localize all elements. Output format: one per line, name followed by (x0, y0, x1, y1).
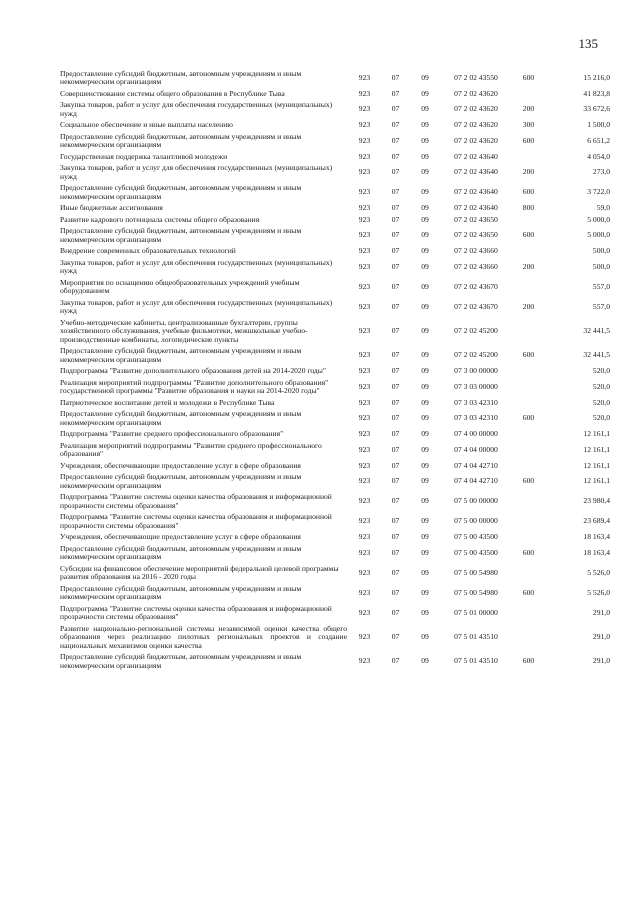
table-row (60, 377, 610, 397)
ministry-code: 923 (358, 261, 371, 271)
expense-type-code (511, 246, 546, 258)
section-code: 07 (391, 135, 400, 145)
expense-type-code: 800 (522, 203, 535, 212)
section-code: 07 (391, 120, 400, 129)
section-code: 07 (391, 381, 400, 391)
amount: 12 161,1 (583, 444, 610, 454)
amount: 291,0 (592, 607, 610, 617)
subsection-code: 09 (421, 350, 429, 360)
expense-name: Подпрограмма "Развитие среднего профессионального образования" (60, 429, 284, 438)
section-code: 07 (391, 632, 400, 641)
section-code: 07 (391, 214, 400, 224)
target-article-code: 07 3 03 00000 (454, 381, 498, 391)
ministry-code: 923 (358, 151, 371, 161)
expense-type-code: 600 (522, 350, 535, 360)
expense-name: Предоставление субсидий бюджетным, автономным учреждениям и иным некоммерческим организациям (60, 409, 302, 427)
section-code: 07 (391, 72, 400, 82)
ministry-code: 923 (358, 632, 371, 641)
section-code: 07 (391, 547, 400, 557)
expense-name: Внедрение современных образовательных технологий (60, 246, 236, 255)
amount: 557,0 (592, 281, 610, 291)
expense-name: Предоставление субсидий бюджетным, автономным учреждениям и иным некоммерческим организациям (60, 183, 302, 201)
expense-type-code (511, 563, 546, 583)
target-article-code: 07 2 02 43640 (454, 151, 498, 161)
target-article-code: 07 2 02 43640 (454, 187, 498, 197)
section-code: 07 (391, 607, 400, 617)
target-article-code: 07 2 02 43620 (454, 120, 498, 129)
ministry-code: 923 (358, 460, 371, 470)
expense-name: Учреждения, обеспечивающие предоставление услуг в сфере образования (60, 532, 301, 541)
expense-type-code (511, 603, 546, 623)
subsection-code: 09 (421, 381, 429, 391)
expense-type-code (511, 397, 546, 409)
expense-name: Реализация мероприятий подпрограммы "Развитие среднего профессионального образования" (60, 440, 322, 458)
subsection-code: 09 (421, 301, 429, 311)
ministry-code: 923 (358, 366, 371, 375)
expense-type-code (511, 88, 546, 100)
subsection-code: 09 (421, 246, 429, 255)
subsection-code: 09 (421, 460, 429, 470)
expense-type-code (511, 277, 546, 297)
ministry-code: 923 (358, 167, 371, 177)
expense-name: Подпрограмма "Развитие системы оценки качества образования и информационной прозрачности системы образования" (60, 512, 332, 530)
amount: 23 689,4 (583, 516, 610, 526)
expense-type-code (511, 366, 546, 378)
amount: 520,0 (592, 397, 610, 407)
amount: 32 441,5 (583, 350, 610, 360)
target-article-code: 07 2 02 43640 (454, 203, 498, 212)
target-article-code: 07 2 02 43620 (454, 104, 498, 114)
subsection-code: 09 (421, 187, 429, 197)
section-code: 07 (391, 246, 400, 255)
ministry-code: 923 (358, 444, 371, 454)
expense-type-code: 600 (522, 413, 535, 423)
target-article-code: 07 2 02 43660 (454, 261, 498, 271)
ministry-code: 923 (358, 397, 371, 407)
table-row (60, 257, 610, 277)
target-article-code: 07 5 00 43500 (454, 547, 498, 557)
table-row (60, 472, 610, 492)
amount: 12 161,1 (583, 429, 610, 438)
amount: 59,0 (596, 203, 610, 212)
table-row (60, 440, 610, 460)
section-code: 07 (391, 587, 400, 597)
table-row (60, 563, 610, 583)
target-article-code: 07 4 04 42710 (454, 476, 498, 486)
subsection-code: 09 (421, 547, 429, 557)
amount: 1 500,0 (587, 120, 610, 129)
table-row (60, 183, 610, 203)
expense-name: Развитие кадрового потенциала системы общего образования (60, 214, 260, 224)
table-row (60, 277, 610, 297)
expense-type-code: 600 (522, 656, 535, 666)
amount: 32 441,5 (583, 326, 610, 335)
ministry-code: 923 (358, 656, 371, 666)
budget-table (60, 68, 610, 672)
section-code: 07 (391, 496, 400, 506)
expense-name: Социальное обеспечение и иные выплаты населению (60, 120, 233, 129)
ministry-code: 923 (358, 104, 371, 114)
ministry-code: 923 (358, 429, 371, 438)
amount: 291,0 (592, 632, 610, 641)
target-article-code: 07 2 02 43660 (454, 246, 498, 255)
table-row (60, 226, 610, 246)
subsection-code: 09 (421, 567, 429, 577)
expense-name: Иные бюджетные ассигнования (60, 203, 163, 212)
expense-type-code (511, 512, 546, 532)
expense-name: Патриотическое воспитание детей и молодежи в Республике Тыва (60, 397, 275, 407)
table-row (60, 203, 610, 215)
section-code: 07 (391, 567, 400, 577)
section-code: 07 (391, 88, 400, 98)
expense-type-code: 600 (522, 476, 535, 486)
amount: 12 161,1 (583, 476, 610, 486)
subsection-code: 09 (421, 88, 429, 98)
amount: 3 722,0 (587, 187, 610, 197)
target-article-code: 07 4 00 00000 (454, 429, 498, 438)
target-article-code: 07 2 02 43640 (454, 167, 498, 177)
amount: 12 161,1 (583, 460, 610, 470)
section-code: 07 (391, 326, 400, 335)
ministry-code: 923 (358, 214, 371, 224)
table-row (60, 317, 610, 346)
target-article-code: 07 2 02 43650 (454, 230, 498, 240)
section-code: 07 (391, 444, 400, 454)
table-row (60, 512, 610, 532)
amount: 15 216,0 (583, 72, 610, 82)
subsection-code: 09 (421, 214, 429, 224)
table-row (60, 346, 610, 366)
expense-type-code (511, 429, 546, 441)
budget-table-body (60, 68, 610, 672)
expense-type-code: 600 (522, 135, 535, 145)
amount: 18 163,4 (583, 547, 610, 557)
target-article-code: 07 3 03 42310 (454, 413, 498, 423)
table-row (60, 151, 610, 163)
section-code: 07 (391, 516, 400, 526)
subsection-code: 09 (421, 413, 429, 423)
target-article-code: 07 2 02 43550 (454, 72, 498, 82)
expense-type-code (511, 460, 546, 472)
subsection-code: 09 (421, 429, 429, 438)
amount: 520,0 (592, 366, 610, 375)
section-code: 07 (391, 151, 400, 161)
ministry-code: 923 (358, 301, 371, 311)
subsection-code: 09 (421, 632, 429, 641)
target-article-code: 07 5 00 00000 (454, 516, 498, 526)
section-code: 07 (391, 460, 400, 470)
ministry-code: 923 (358, 135, 371, 145)
target-article-code: 07 2 02 43620 (454, 135, 498, 145)
expense-name: Предоставление субсидий бюджетным, автономным учреждениям и иным некоммерческим организациям (60, 652, 302, 670)
expense-name: Подпрограмма "Развитие системы оценки качества образования и информационной прозрачности системы образования" (60, 492, 332, 510)
section-code: 07 (391, 397, 400, 407)
expense-name: Совершенствование системы общего образования в Республике Тыва (60, 88, 285, 98)
target-article-code: 07 2 02 43650 (454, 214, 498, 224)
expense-type-code: 200 (522, 167, 535, 177)
table-row (60, 652, 610, 672)
amount: 557,0 (592, 301, 610, 311)
subsection-code: 09 (421, 476, 429, 486)
ministry-code: 923 (358, 326, 371, 335)
ministry-code: 923 (358, 587, 371, 597)
expense-name: Предоставление субсидий бюджетным, автономным учреждениям и иным некоммерческим организациям (60, 131, 302, 149)
expense-name: Реализация мероприятий подпрограммы "Развитие дополнительного образования" государственной программы "Развитие образования и науки на 2014-2020 годы" (60, 377, 329, 395)
expense-name: Предоставление субсидий бюджетным, автономным учреждениям и иным некоммерческим организациям (60, 472, 302, 490)
expense-name: Предоставление субсидий бюджетным, автономным учреждениям и иным некоммерческим организациям (60, 68, 302, 86)
table-row (60, 429, 610, 441)
expense-name: Подпрограмма "Развитие дополнительного образования детей на 2014-2020 годы" (60, 366, 326, 375)
subsection-code: 09 (421, 366, 429, 375)
target-article-code: 07 5 00 54980 (454, 587, 498, 597)
subsection-code: 09 (421, 532, 429, 541)
ministry-code: 923 (358, 281, 371, 291)
ministry-code: 923 (358, 532, 371, 541)
section-code: 07 (391, 413, 400, 423)
table-row (60, 583, 610, 603)
table-row (60, 623, 610, 652)
amount: 500,0 (592, 261, 610, 271)
subsection-code: 09 (421, 496, 429, 506)
expense-name: Мероприятия по оснащению общеобразовательных учреждений учебным оборудованием (60, 277, 300, 295)
expense-name: Предоставление субсидий бюджетным, автономным учреждениям и иным некоммерческим организациям (60, 543, 302, 561)
subsection-code: 09 (421, 516, 429, 526)
expense-type-code: 200 (522, 301, 535, 311)
expense-name: Закупка товаров, работ и услуг для обеспечения государственных (муниципальных) нужд (60, 297, 333, 315)
subsection-code: 09 (421, 167, 429, 177)
expense-name: Подпрограмма "Развитие системы оценки качества образования и информационной прозрачности системы образования" (60, 603, 332, 621)
amount: 5 000,0 (587, 230, 610, 240)
expense-type-code: 600 (522, 547, 535, 557)
ministry-code: 923 (358, 120, 371, 129)
amount: 5 526,0 (587, 567, 610, 577)
target-article-code: 07 3 00 00000 (454, 366, 498, 375)
amount: 4 054,0 (587, 151, 610, 161)
expense-name: Субсидии на финансовое обеспечение мероприятий федеральной целевой программы развития образования на 2016 - 2020 годы (60, 563, 339, 581)
ministry-code: 923 (358, 72, 371, 82)
table-row (60, 88, 610, 100)
amount: 273,0 (592, 167, 610, 177)
expense-type-code: 600 (522, 72, 535, 82)
subsection-code: 09 (421, 72, 429, 82)
table-row (60, 246, 610, 258)
table-row (60, 297, 610, 317)
ministry-code: 923 (358, 203, 371, 212)
table-row (60, 120, 610, 132)
subsection-code: 09 (421, 656, 429, 666)
expense-name: Учебно-методические кабинеты, централизованные бухгалтерии, группы хозяйственного обслуживания, учебные фильмотеки, межшкольные учебно-производственные комбинаты, логопедические пункты (60, 317, 308, 344)
section-code: 07 (391, 281, 400, 291)
ministry-code: 923 (358, 607, 371, 617)
expense-type-code (511, 532, 546, 544)
table-row (60, 603, 610, 623)
target-article-code: 07 2 02 45200 (454, 326, 498, 335)
target-article-code: 07 5 00 00000 (454, 496, 498, 506)
subsection-code: 09 (421, 104, 429, 114)
expense-type-code (511, 623, 546, 652)
section-code: 07 (391, 429, 400, 438)
subsection-code: 09 (421, 607, 429, 617)
amount: 5 000,0 (587, 214, 610, 224)
ministry-code: 923 (358, 476, 371, 486)
section-code: 07 (391, 104, 400, 114)
expense-type-code: 600 (522, 587, 535, 597)
ministry-code: 923 (358, 246, 371, 255)
expense-name: Учреждения, обеспечивающие предоставление услуг в сфере образования (60, 460, 301, 470)
subsection-code: 09 (421, 151, 429, 161)
expense-name: Предоставление субсидий бюджетным, автономным учреждениям и иным некоммерческим организациям (60, 226, 302, 244)
subsection-code: 09 (421, 281, 429, 291)
amount: 41 823,8 (583, 88, 610, 98)
target-article-code: 07 2 02 43620 (454, 88, 498, 98)
section-code: 07 (391, 532, 400, 541)
expense-type-code (511, 151, 546, 163)
table-row (60, 68, 610, 88)
target-article-code: 07 2 02 43670 (454, 301, 498, 311)
target-article-code: 07 4 04 42710 (454, 460, 498, 470)
table-row (60, 409, 610, 429)
subsection-code: 09 (421, 230, 429, 240)
ministry-code: 923 (358, 230, 371, 240)
subsection-code: 09 (421, 120, 429, 129)
target-article-code: 07 5 01 00000 (454, 607, 498, 617)
table-row (60, 492, 610, 512)
expense-type-code (511, 440, 546, 460)
expense-type-code: 200 (522, 104, 535, 114)
ministry-code: 923 (358, 381, 371, 391)
target-article-code: 07 5 00 43500 (454, 532, 498, 541)
ministry-code: 923 (358, 567, 371, 577)
section-code: 07 (391, 167, 400, 177)
expense-type-code (511, 317, 546, 346)
amount: 6 651,2 (587, 135, 610, 145)
subsection-code: 09 (421, 135, 429, 145)
target-article-code: 07 4 04 00000 (454, 444, 498, 454)
expense-type-code (511, 214, 546, 226)
subsection-code: 09 (421, 326, 429, 335)
target-article-code: 07 2 02 45200 (454, 350, 498, 360)
expense-name: Закупка товаров, работ и услуг для обеспечения государственных (муниципальных) нужд (60, 100, 333, 118)
subsection-code: 09 (421, 397, 429, 407)
amount: 520,0 (592, 413, 610, 423)
table-row (60, 460, 610, 472)
amount: 520,0 (592, 381, 610, 391)
expense-type-code (511, 492, 546, 512)
amount: 5 526,0 (587, 587, 610, 597)
target-article-code: 07 5 01 43510 (454, 656, 498, 666)
target-article-code: 07 5 01 43510 (454, 632, 498, 641)
subsection-code: 09 (421, 444, 429, 454)
expense-name: Предоставление субсидий бюджетным, автономным учреждениям и иным некоммерческим организациям (60, 346, 302, 364)
table-row (60, 532, 610, 544)
subsection-code: 09 (421, 261, 429, 271)
section-code: 07 (391, 187, 400, 197)
ministry-code: 923 (358, 516, 371, 526)
amount: 500,0 (592, 246, 610, 255)
target-article-code: 07 3 03 42310 (454, 397, 498, 407)
expense-type-code: 200 (522, 261, 535, 271)
expense-type-code: 600 (522, 187, 535, 197)
table-row (60, 131, 610, 151)
section-code: 07 (391, 301, 400, 311)
table-row (60, 163, 610, 183)
section-code: 07 (391, 230, 400, 240)
table-row (60, 543, 610, 563)
expense-name: Развитие национально-региональной системы независимой оценки качества общего образования через реализацию пилотных региональных проектов и создание национальных механизмов оценки качества (60, 623, 347, 650)
section-code: 07 (391, 203, 400, 212)
amount: 23 980,4 (583, 496, 610, 506)
ministry-code: 923 (358, 88, 371, 98)
expense-type-code (511, 377, 546, 397)
ministry-code: 923 (358, 413, 371, 423)
section-code: 07 (391, 476, 400, 486)
expense-name: Государственная поддержка талантливой молодежи (60, 151, 228, 161)
ministry-code: 923 (358, 496, 371, 506)
ministry-code: 923 (358, 187, 371, 197)
subsection-code: 09 (421, 587, 429, 597)
section-code: 07 (391, 350, 400, 360)
table-row (60, 100, 610, 120)
amount: 18 163,4 (583, 532, 610, 541)
expense-name: Предоставление субсидий бюджетным, автономным учреждениям и иным некоммерческим организациям (60, 583, 302, 601)
table-row (60, 214, 610, 226)
section-code: 07 (391, 366, 400, 375)
section-code: 07 (391, 261, 400, 271)
table-row (60, 366, 610, 378)
amount: 291,0 (592, 656, 610, 666)
section-code: 07 (391, 656, 400, 666)
expense-type-code: 600 (522, 230, 535, 240)
page-number: 135 (578, 36, 598, 51)
table-row (60, 397, 610, 409)
subsection-code: 09 (421, 203, 429, 212)
ministry-code: 923 (358, 350, 371, 360)
target-article-code: 07 5 00 54980 (454, 567, 498, 577)
target-article-code: 07 2 02 43670 (454, 281, 498, 291)
expense-type-code: 300 (522, 120, 535, 129)
ministry-code: 923 (358, 547, 371, 557)
expense-name: Закупка товаров, работ и услуг для обеспечения государственных (муниципальных) нужд (60, 163, 333, 181)
expense-name: Закупка товаров, работ и услуг для обеспечения государственных (муниципальных) нужд (60, 257, 333, 275)
amount: 33 672,6 (583, 104, 610, 114)
